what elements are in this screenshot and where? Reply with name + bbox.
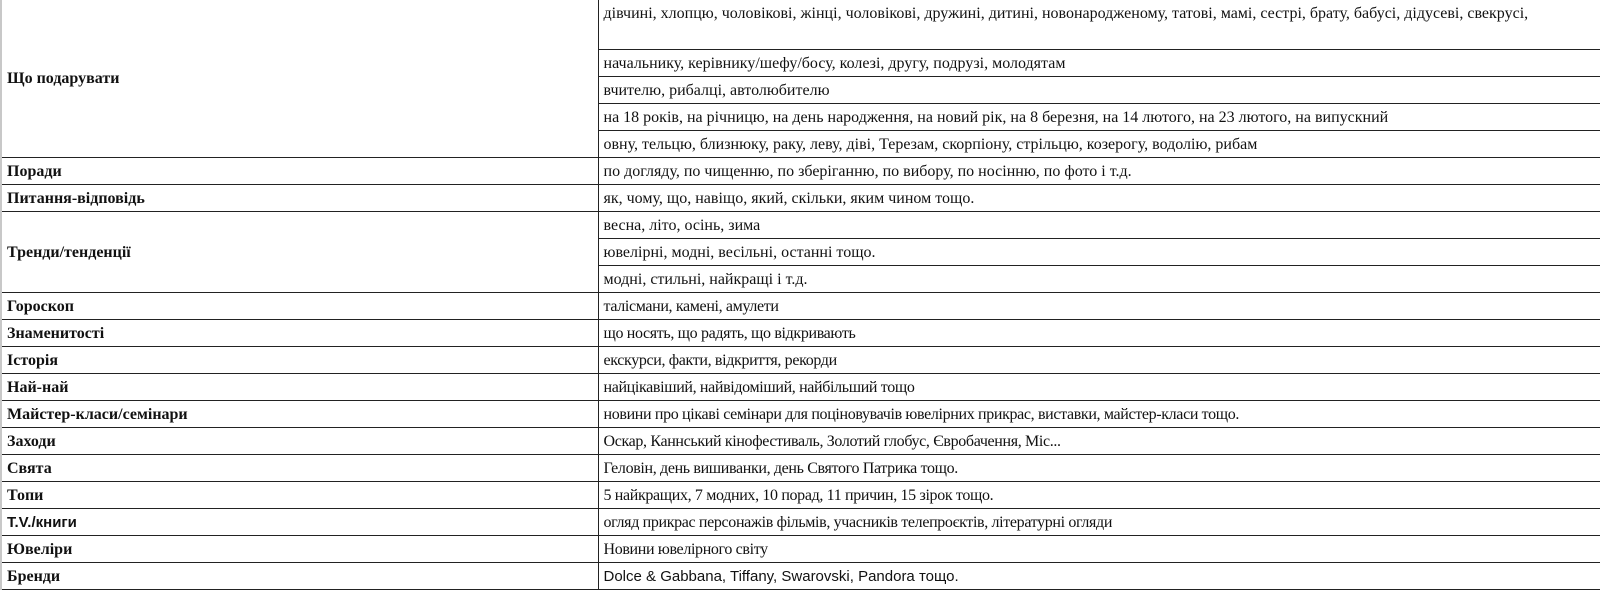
value-cell: що носять, що радять, що відкривають [598,320,1600,347]
table-row [1,509,1600,536]
value-cell: огляд прикрас персонажів фільмів, учасників телепроєктів, літературні огляди [598,509,1600,536]
value-cell: Dolce & Gabbana, Tiffany, Swarovski, Pandora тощо. [598,563,1600,590]
value-cell: весна, літо, осінь, зима [598,212,1600,239]
category-cell: Топи [1,482,598,509]
table-row [1,185,1600,212]
table-row [1,0,1600,50]
value-cell: начальнику, керівнику/шефу/босу, колезі, другу, подрузі, молодятам [598,50,1600,77]
value-cell: по догляду, по чищенню, по зберіганню, по вибору, по носінню, по фото і т.д. [598,158,1600,185]
value-cell: вчителю, рибалці, автолюбителю [598,77,1600,104]
category-cell: Тренди/тенденції [1,212,598,293]
table-row [1,158,1600,185]
value-cell: як, чому, що, навіщо, який, скільки, яким чином тощо. [598,185,1600,212]
category-cell: Питання-відповідь [1,185,598,212]
value-cell: Оскар, Каннський кінофестиваль, Золотий глобус, Євробачення, Міс... [598,428,1600,455]
value-cell: новини про цікаві семінари для поціновувачів ювелірних прикрас, виставки, майстер-класи тощо. [598,401,1600,428]
value-cell: на 18 років, на річницю, на день народження, на новий рік, на 8 березня, на 14 лютого, на 23 лютого, на випускний [598,104,1600,131]
value-cell: дівчині, хлопцю, чоловікові, жінці, чоловікові, дружині, дитині, новонародженому, татові, мамі, сестрі, брату, бабусі, дідусеві, свекрусі, [598,0,1600,50]
table-row [1,212,1600,239]
value-cell: Геловін, день вишиванки, день Святого Патрика тощо. [598,455,1600,482]
table-row [1,428,1600,455]
category-cell: Що подарувати [1,0,598,158]
category-cell: Знаменитості [1,320,598,347]
table-row [1,347,1600,374]
table-row [1,401,1600,428]
category-cell: Ювеліри [1,536,598,563]
value-cell: 5 найкращих, 7 модних, 10 порад, 11 причин, 15 зірок тощо. [598,482,1600,509]
category-cell: Історія [1,347,598,374]
value-cell: найцікавіший, найвідоміший, найбільший тощо [598,374,1600,401]
table-row [1,455,1600,482]
table-row [1,320,1600,347]
category-cell: T.V./книги [1,509,598,536]
category-cell: Заходи [1,428,598,455]
category-cell: Най-най [1,374,598,401]
value-cell: овну, тельцю, близнюку, раку, леву, діві, Терезам, скорпіону, стрільцю, козерогу, водолію, рибам [598,131,1600,158]
category-cell: Свята [1,455,598,482]
table-row [1,374,1600,401]
table-row [1,482,1600,509]
value-cell: екскурси, факти, відкриття, рекорди [598,347,1600,374]
table-row [1,536,1600,563]
category-cell: Бренди [1,563,598,590]
category-cell: Майстер-класи/семінари [1,401,598,428]
table-row [1,293,1600,320]
value-cell: талісмани, камені, амулети [598,293,1600,320]
value-cell: Новини ювелірного світу [598,536,1600,563]
table-row [1,563,1600,590]
category-cell: Гороскоп [1,293,598,320]
category-cell: Поради [1,158,598,185]
value-cell: ювелірні, модні, весільні, останні тощо. [598,239,1600,266]
value-cell: модні, стильні, найкращі і т.д. [598,266,1600,293]
